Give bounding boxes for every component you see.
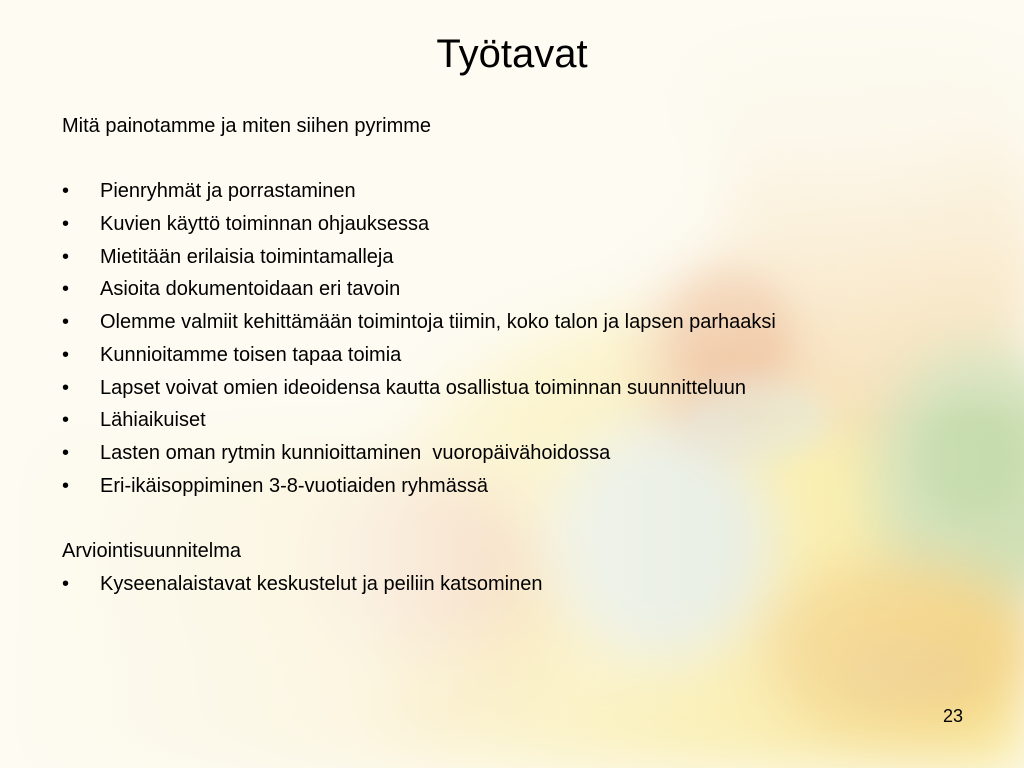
list-item-text: Kyseenalaistavat keskustelut ja peiliin katsominen (100, 572, 543, 595)
list-item-text: Kuvien käyttö toiminnan ohjauksessa (100, 213, 430, 236)
page-number: 23 (942, 706, 963, 726)
bullet-icon: • (62, 572, 70, 595)
list-item (62, 175, 962, 208)
list-item-text: Pienryhmät ja porrastaminen (100, 180, 356, 203)
bullet-icon: • (62, 245, 70, 268)
section-heading: Arviointisuunnitelma (62, 539, 241, 562)
list-item-text: Lasten oman rytmin kunnioittaminen vuoropäivähoidossa (100, 441, 611, 464)
spacer (62, 502, 962, 535)
bullet-icon: • (62, 311, 70, 334)
bullet-icon: • (62, 343, 70, 366)
list-item (62, 470, 962, 503)
bullet-icon: • (62, 278, 70, 301)
list-item (62, 568, 962, 601)
intro-text: Mitä painotamme ja miten siihen pyrimme (62, 115, 432, 137)
list-item (62, 241, 962, 274)
list-item-text: Mietitään erilaisia toimintamalleja (100, 245, 394, 268)
list-item-text: Eri-ikäisoppiminen 3-8-vuotiaiden ryhmässä (100, 474, 488, 497)
list-item (62, 372, 962, 405)
bullet-icon: • (62, 376, 70, 399)
bullet-icon: • (62, 409, 70, 432)
list-item (62, 208, 962, 241)
list-item (62, 404, 962, 437)
list-item (62, 437, 962, 470)
list-item-text: Lapset voivat omien ideoidensa kautta osallistua toiminnan suunnitteluun (100, 376, 746, 399)
slide-title: Työtavat (436, 32, 588, 76)
list-item (62, 339, 962, 372)
bullet-icon: • (62, 213, 70, 236)
bullet-icon: • (62, 180, 70, 203)
bullet-icon: • (62, 474, 70, 497)
list-item (62, 273, 962, 306)
list-item-text: Lähiaikuiset (100, 409, 206, 432)
list-item-text: Olemme valmiit kehittämään toimintoja tiimin, koko talon ja lapsen parhaaksi (100, 311, 776, 334)
spacer (62, 143, 962, 176)
list-item (62, 306, 962, 339)
bullet-icon: • (62, 441, 70, 464)
list-item-text: Asioita dokumentoidaan eri tavoin (100, 278, 401, 301)
list-item-text: Kunnioitamme toisen tapaa toimia (100, 343, 402, 366)
slide-body (62, 110, 962, 600)
